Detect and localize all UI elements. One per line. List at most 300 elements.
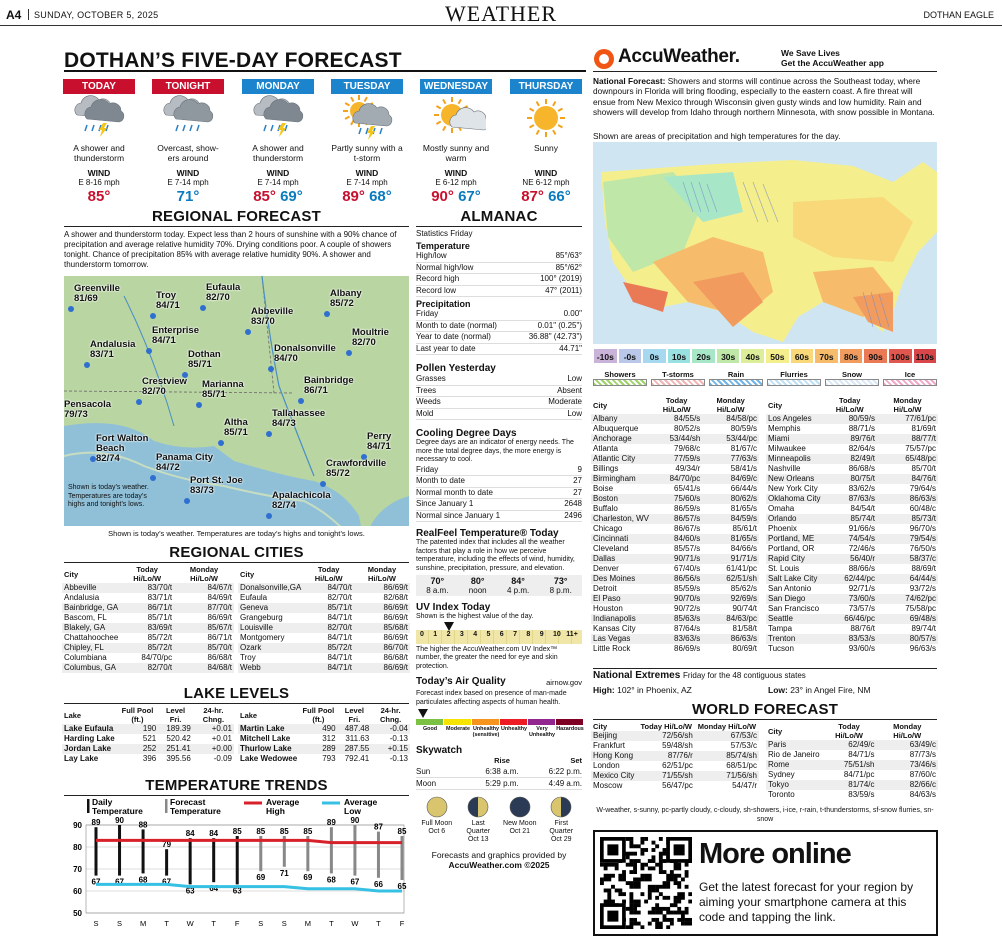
bar-low-label: 64 — [209, 884, 219, 894]
almanac-row — [416, 321, 582, 333]
table-cell: Nashville — [768, 464, 801, 473]
cooling-rows — [416, 465, 582, 523]
table-cell: 80/59/s — [822, 414, 877, 424]
table-cell: +0.01 — [193, 724, 234, 734]
almanac-row — [416, 511, 582, 523]
divider — [64, 562, 409, 563]
table-cell: 312 — [322, 734, 336, 743]
table-header: City — [768, 726, 783, 736]
table-cell: 86/68/t — [207, 653, 232, 662]
table-header: Monday Hi/Lo/W — [697, 722, 757, 731]
map-city — [190, 476, 243, 496]
map-city-temps: 79/73 — [64, 409, 88, 420]
table-cell: 60/48/c — [909, 504, 936, 513]
moon-phase-date: Oct 6 — [428, 828, 446, 835]
table-cell: 289 — [299, 744, 337, 754]
national-low — [768, 685, 871, 695]
forecast-wind-label: WIND — [355, 168, 379, 178]
map-city — [90, 340, 135, 360]
map-city-dot — [84, 362, 90, 368]
almanac-stats-label: Statistics Friday — [416, 229, 473, 238]
table-cell: Houston — [593, 604, 623, 613]
x-tick-label: W — [186, 919, 194, 928]
forecast-high: 89° — [342, 188, 365, 205]
forecast-day-thursday — [510, 79, 582, 205]
almanac-value: 0.00" — [563, 309, 582, 318]
table-cell: Boston — [591, 494, 651, 504]
table-row — [766, 574, 938, 584]
table-cell: El Paso — [591, 594, 651, 604]
y-tick-label: 90 — [73, 821, 82, 830]
table-cell: New Orleans — [766, 474, 822, 484]
legend-label: Forecast — [170, 797, 206, 807]
table-cell: 49/34/r — [675, 464, 701, 473]
legend-swatch — [165, 799, 168, 813]
almanac-label: Normal month to date — [416, 487, 493, 497]
map-city-temps: 84/71 — [152, 335, 176, 346]
bar-high-label: 85 — [397, 827, 407, 836]
header-divider — [28, 9, 29, 20]
almanac-label: Normal since January 1 — [416, 510, 501, 520]
precip-type-legend — [593, 371, 937, 389]
almanac-row — [416, 488, 582, 500]
table-header: Monday Hi/Lo/W — [893, 722, 922, 740]
table-row — [766, 484, 938, 494]
map-city-temps: 85/71 — [202, 389, 226, 400]
temp-bar — [236, 836, 239, 884]
table-cell: 89/76/t — [822, 434, 877, 444]
forecast-temps — [331, 188, 403, 205]
x-tick-label: T — [211, 919, 216, 928]
table-cell: Seattle — [766, 614, 822, 624]
table-cell: 86/69/t — [354, 583, 410, 593]
almanac-value: 2648 — [564, 499, 582, 508]
table-cell: 66/44/s — [730, 484, 757, 493]
moon-phase — [501, 796, 539, 844]
table-header: Monday Hi/Lo/W — [893, 396, 922, 414]
almanac-label: Trees — [416, 385, 437, 395]
legend-swatch — [87, 799, 90, 813]
precip-type-swatch — [883, 379, 937, 386]
almanac-precip-rows — [416, 309, 582, 355]
precip-type-swatch — [651, 379, 705, 386]
table-row — [766, 790, 938, 800]
map-city-temps: 84/71 — [367, 441, 391, 452]
cooling-text: Degree days are an indicator of energy needs. The more the total degree days, the more energy is necessary to cool. — [416, 439, 574, 463]
table-cell: 396 — [142, 754, 157, 763]
map-city-dot — [136, 399, 142, 405]
table-row — [62, 603, 234, 613]
realfeel-time: 4 p.m. — [506, 586, 530, 595]
table-cell: 77/61/pc — [877, 414, 938, 424]
x-tick-label: F — [234, 919, 240, 928]
forecast-wind-value: E 7-14 mph — [167, 178, 209, 187]
regional-cities-table-left — [62, 565, 234, 673]
air-quality-level — [416, 719, 443, 725]
forecast-temps — [420, 188, 492, 205]
almanac-value: Low — [567, 374, 582, 383]
table-header: Today Hi/Lo/W — [835, 722, 864, 740]
page-number: A4 — [6, 8, 22, 22]
divider — [593, 668, 937, 669]
table-cell: 81/58/t — [732, 624, 757, 633]
table-cell: 90/72/s — [674, 604, 701, 613]
table-cell: 53/44/sh — [651, 434, 702, 444]
table-cell: Jordan Lake — [62, 744, 117, 754]
almanac-label: Friday — [416, 464, 439, 474]
skywatch-row — [416, 766, 582, 778]
skywatch-body: Moon — [416, 779, 437, 788]
map-city — [156, 453, 213, 473]
almanac-value: 85°/63° — [555, 251, 582, 260]
table-cell: 487.48 — [338, 724, 372, 734]
table-cell: 73/57/s — [848, 604, 875, 613]
almanac-row — [416, 344, 582, 356]
table-row — [591, 464, 759, 474]
regional-map — [64, 276, 409, 542]
precip-type-swatch — [825, 379, 879, 386]
forecast-low: 69° — [280, 188, 303, 205]
temp-bar — [165, 849, 168, 875]
table-row — [591, 434, 759, 444]
table-cell: 69/48/s — [877, 614, 938, 624]
table-cell: 84/66/s — [730, 544, 757, 553]
table-row — [591, 731, 759, 741]
table-cell: 73/60/s — [822, 594, 877, 604]
uv-tick: 10 — [553, 630, 561, 638]
map-city-temps: 81/69 — [74, 293, 98, 304]
skywatch-body: Sun — [416, 767, 431, 776]
table-row — [766, 464, 938, 474]
table-cell: Martin Lake — [238, 724, 299, 734]
realfeel-temp: 80° — [470, 576, 485, 586]
moon-phase — [418, 796, 456, 844]
map-city-dot — [266, 513, 272, 519]
credit-line: Forecasts and graphics provided by — [431, 850, 567, 860]
legend-label: Temperature — [170, 806, 221, 816]
table-row — [238, 643, 410, 653]
temp-bar — [95, 827, 98, 875]
temp-band: 40s — [740, 348, 765, 364]
map-city-temps: 85/71 — [224, 427, 248, 438]
table-cell: 311.63 — [345, 734, 370, 743]
bar-high-label: 84 — [185, 829, 195, 839]
table-cell: 81/74/c — [822, 780, 877, 790]
skywatch-rows — [416, 766, 582, 790]
air-quality-scale — [416, 709, 582, 741]
table-cell: 85/71/t — [147, 613, 173, 622]
table-cell: Bainbridge, GA — [64, 603, 119, 612]
map-city-dot — [218, 440, 224, 446]
legend-item — [244, 797, 300, 816]
table-cell: 86/69/t — [354, 603, 410, 613]
forecast-wind-value: E 6-12 mph — [435, 178, 477, 187]
table-row — [766, 504, 938, 514]
table-cell: 520.42 — [166, 734, 191, 743]
table-cell: Las Vegas — [591, 634, 651, 644]
forecast-wind-label: WIND — [444, 168, 468, 178]
table-cell: 96/63/s — [909, 644, 936, 653]
table-cell: 84/71/t — [327, 633, 352, 642]
almanac-row — [416, 309, 582, 321]
table-cell: +0.01 — [211, 734, 232, 743]
uv-marker-icon — [444, 622, 454, 631]
table-cell: Sydney — [768, 770, 795, 779]
temp-band: 70s — [814, 348, 839, 364]
table-row — [591, 484, 759, 494]
table-cell: Eufaula — [240, 593, 268, 602]
table-row — [238, 593, 410, 603]
table-cell: 58/41/s — [730, 464, 757, 473]
forecast-day-label: TUESDAY — [331, 79, 403, 94]
bar-high-label: 85 — [279, 827, 289, 836]
air-quality-source: airnow.gov — [546, 678, 582, 687]
regional-forecast-text: A shower and thunderstorm today. Expect less than 2 hours of sunshine with a 90% chance of precipitation and average relative humidity 70%. Drying conditions poor. A couple of showers tonight. Chance of precipitation 85% with average relative humidity 90%. A shower and thunderstorm tomorrow. — [64, 230, 397, 269]
map-city — [272, 409, 325, 429]
table-cell: Salt Lake City — [766, 574, 822, 584]
national-low-label: Low: — [768, 685, 788, 695]
uv-scale — [416, 624, 582, 646]
bar-high-label: 85 — [303, 827, 313, 836]
table-cell: 57/53/c — [730, 741, 757, 750]
table-row — [591, 604, 759, 614]
table-cell: 62/49/c — [822, 740, 877, 750]
map-city-name: Andalusia — [90, 339, 136, 350]
almanac-label: Record high — [416, 274, 460, 283]
table-cell: 84/63/s — [909, 790, 936, 799]
table-cell: 75/51/sh — [822, 760, 877, 770]
table-cell: Rio de Janeiro — [768, 750, 820, 759]
map-city — [152, 326, 199, 346]
table-cell: Memphis — [768, 424, 801, 433]
legend-item — [87, 797, 143, 816]
table-cell: Toronto — [768, 790, 795, 799]
table-cell: Geneva — [238, 603, 303, 613]
table-cell: Thurlow Lake — [238, 744, 299, 754]
almanac-value: 100° (2019) — [540, 274, 582, 283]
forecast-wind-label: WIND — [534, 168, 558, 178]
almanac-row — [416, 374, 582, 386]
moon-phase-name: First Quarter — [549, 820, 574, 835]
table-cell: 84/71/s — [848, 750, 875, 759]
map-city-name: Troy — [156, 290, 177, 301]
table-cell: 85/67/t — [174, 623, 234, 633]
map-city-name: Abbeville — [251, 306, 294, 317]
table-row — [591, 524, 759, 534]
forecast-day-label: TONIGHT — [152, 79, 224, 94]
table-cell: 56/40/r — [822, 554, 877, 564]
table-row — [766, 544, 938, 554]
almanac-row — [416, 465, 582, 477]
table-cell: London — [593, 761, 620, 770]
map-city-dot — [150, 313, 156, 319]
bar-low-label: 67 — [162, 877, 172, 887]
forecast-day-desc: A shower and thunderstorm — [73, 143, 125, 163]
table-cell: 82/70/t — [327, 593, 352, 602]
table-cell: 91/71/s — [702, 554, 759, 564]
realfeel-item — [507, 576, 529, 595]
table-row — [766, 604, 938, 614]
table-cell: 84/54/t — [850, 504, 875, 513]
table-cell: Troy — [240, 653, 256, 662]
national-cities-table-right — [766, 396, 938, 654]
table-cell: 87/64/s — [674, 624, 701, 633]
table-row — [766, 634, 938, 644]
table-row — [766, 534, 938, 544]
uv-subtitle: Shown is the highest value of the day. — [416, 613, 534, 620]
table-row — [62, 583, 234, 593]
table-cell: 81/69/t — [911, 424, 936, 433]
table-cell: 251.41 — [158, 744, 193, 754]
map-city-temps: 82/70 — [142, 386, 166, 397]
legend-label: Average — [266, 797, 300, 807]
table-cell: 74/54/s — [822, 534, 877, 544]
map-city — [326, 459, 386, 479]
cooling-title: Cooling Degree Days — [416, 428, 517, 439]
table-row — [591, 624, 759, 634]
bar-low-label: 69 — [303, 873, 313, 883]
almanac-precip-title: Precipitation — [416, 299, 471, 309]
map-city-dot — [184, 498, 190, 504]
table-cell: 85/61/t — [732, 524, 757, 533]
table-cell: 92/69/s — [702, 594, 759, 604]
uv-tick: 6 — [499, 630, 504, 638]
almanac-value: 44.71" — [559, 343, 582, 353]
table-cell: 84/68/t — [174, 663, 234, 673]
x-tick-label: M — [139, 919, 147, 928]
bar-high-label: 90 — [115, 816, 124, 825]
uv-tick: 3 — [459, 630, 464, 638]
temp-band: 50s — [765, 348, 790, 364]
uv-tick: 0 — [420, 630, 424, 638]
table-row — [238, 754, 410, 764]
table-row — [591, 444, 759, 454]
table-cell: 521 — [142, 734, 157, 743]
forecast-wind-label: WIND — [87, 168, 111, 178]
skywatch-row — [416, 778, 582, 790]
table-cell: 85/63/s — [651, 614, 702, 624]
temp-bar — [353, 825, 356, 876]
table-cell: 83/63/s — [651, 634, 702, 644]
more-online-box — [593, 830, 938, 936]
table-cell: San Francisco — [768, 604, 820, 613]
precip-type-label: Showers — [604, 370, 636, 379]
table-row — [766, 750, 938, 760]
map-city-dot — [196, 402, 202, 408]
divider — [593, 71, 937, 72]
map-city-temps: 84/70 — [274, 353, 298, 364]
table-cell: 490 — [299, 724, 337, 734]
table-cell: 85/74/t — [822, 514, 877, 524]
table-cell: Tucson — [768, 644, 794, 653]
temp-band: 0s — [642, 348, 667, 364]
brand-app-link[interactable]: Get the AccuWeather app — [781, 58, 884, 68]
table-row — [591, 494, 759, 504]
table-cell: Blakely, GA — [62, 623, 120, 633]
moon-phase — [459, 796, 497, 844]
table-cell: Orlando — [766, 514, 822, 524]
moon-phase-name: Last Quarter — [466, 820, 491, 835]
table-cell: 90/71/s — [651, 554, 702, 564]
table-row — [766, 424, 938, 434]
table-cell: 84/71/t — [327, 653, 352, 662]
forecast-high: 90° — [431, 188, 454, 205]
table-cell: Chicago — [593, 524, 623, 533]
table-header: Monday Hi/Lo/W — [367, 565, 397, 583]
uv-tick: 8 — [526, 630, 531, 638]
table-cell: 73/46/s — [877, 760, 938, 770]
map-city-dot — [200, 305, 206, 311]
table-row — [766, 454, 938, 464]
table-cell: 85/70/t — [911, 464, 936, 473]
table-cell: 62/44/pc — [822, 574, 877, 584]
table-cell: Albany — [591, 414, 651, 424]
regional-cities-title: REGIONAL CITIES — [169, 544, 304, 561]
map-city-name: Altha — [224, 417, 248, 428]
page-header — [0, 0, 1002, 26]
forecast-day-desc: Overcast, show- ers around — [157, 143, 219, 163]
table-cell: 86/68/t — [383, 653, 408, 662]
table-cell: 86/56/s — [651, 574, 702, 584]
forecast-day-desc: Partly sunny with a t-storm — [331, 143, 403, 163]
table-row — [591, 564, 759, 574]
table-row — [62, 734, 234, 744]
table-header: 24-hr. Chng. — [379, 706, 402, 724]
table-header: Today Hi/Lo/W — [662, 396, 691, 414]
national-extremes-header — [593, 670, 806, 681]
national-high-value: 102° in Phoenix, AZ — [617, 685, 692, 695]
table-cell: 88/77/t — [877, 434, 938, 444]
table-cell: 83/62/s — [848, 484, 875, 493]
almanac-label: Mold — [416, 408, 434, 418]
map-city-name: Eufaula — [206, 282, 241, 293]
precip-type-swatch — [593, 379, 647, 386]
table-row — [766, 740, 938, 750]
map-city — [304, 376, 354, 396]
divider — [64, 226, 409, 227]
section-title: WEATHER — [444, 1, 558, 26]
air-quality-level — [556, 719, 583, 725]
forecast-wind-value: NE 6-12 mph — [522, 178, 570, 187]
sun-icon — [510, 94, 582, 142]
table-cell: San Diego — [766, 594, 822, 604]
table-cell: Hong Kong — [591, 751, 638, 761]
table-header: Today Hi/Lo/W — [133, 565, 162, 583]
table-cell: 85/72/t — [147, 633, 173, 642]
issue-date: SUNDAY, OCTOBER 5, 2025 — [34, 10, 159, 20]
forecast-high: 87° — [521, 188, 544, 205]
legend-label: Daily — [92, 797, 113, 807]
table-cell: 80/59/s — [730, 424, 757, 433]
table-cell: 88/66/s — [848, 564, 875, 573]
table-cell: 91/66/s — [848, 524, 875, 533]
table-cell: Tokyo — [766, 780, 822, 790]
table-cell: Portland, ME — [766, 534, 822, 544]
table-row — [62, 643, 234, 653]
uv-title: UV Index Today — [416, 602, 491, 613]
bar-low-label: 66 — [374, 879, 383, 889]
almanac-value: 85°/62° — [555, 262, 582, 272]
qr-code[interactable] — [600, 837, 692, 929]
realfeel-temp: 84° — [511, 576, 525, 586]
map-city — [64, 400, 111, 420]
world-table-right — [766, 722, 938, 800]
uv-tick: 4 — [473, 630, 478, 638]
map-city-temps: 85/71 — [188, 359, 212, 370]
table-cell: 86/57/s — [651, 514, 702, 524]
table-header: City — [593, 722, 608, 731]
map-city-temps: 83/71 — [90, 349, 114, 360]
